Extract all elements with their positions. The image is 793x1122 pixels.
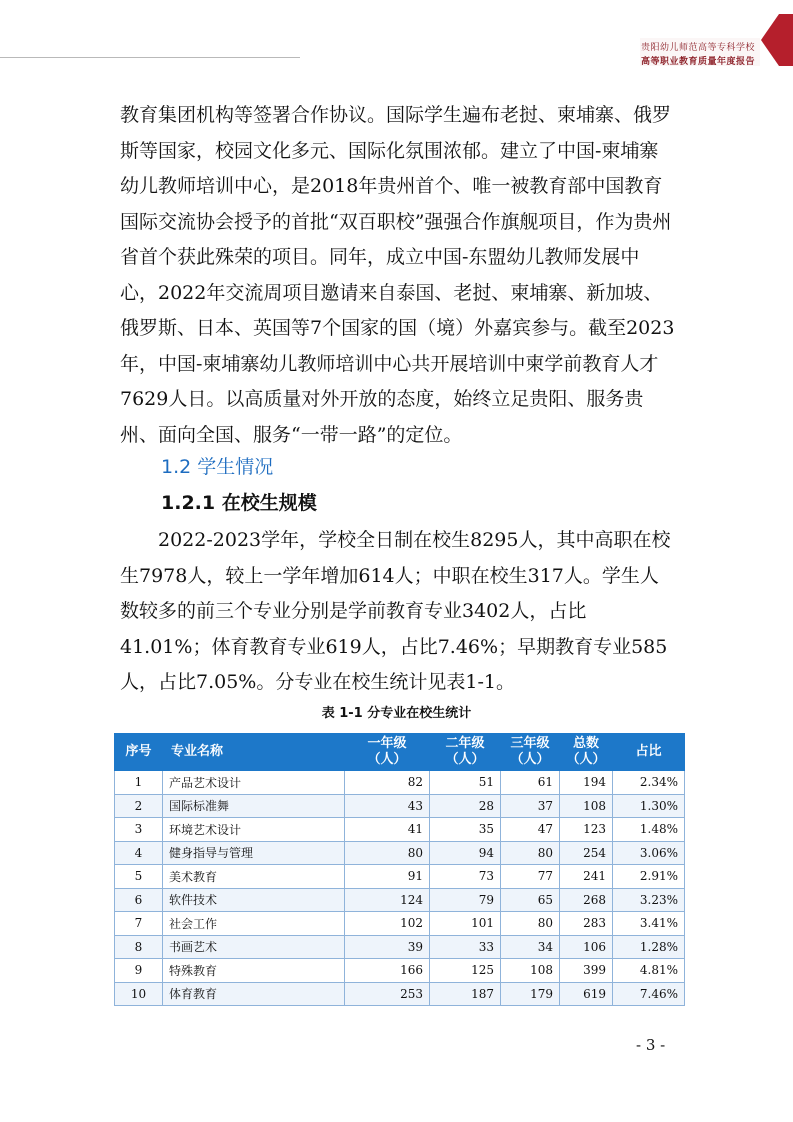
header-year2 [430, 734, 501, 771]
cell-year3: 37 [501, 794, 560, 818]
table-row [115, 818, 685, 842]
cell-name: 健身指导与管理 [163, 841, 345, 865]
cell-name: 产品艺术设计 [163, 771, 345, 795]
subsection-heading: 1.2.1 在校生规模 [161, 492, 317, 514]
header-year2-label: 二年级 [445, 736, 485, 751]
header-school-name: 贵阳幼儿师范高等专科学校 [640, 43, 755, 53]
cell-year1: 80 [345, 841, 430, 865]
table-row [115, 912, 685, 936]
table-row [115, 865, 685, 889]
header-year2-unit: （人） [445, 752, 485, 767]
cell-year3: 77 [501, 865, 560, 889]
cell-total: 106 [560, 935, 613, 959]
cell-year2: 94 [430, 841, 501, 865]
cell-ratio: 3.41% [613, 912, 685, 936]
header-total [560, 734, 613, 771]
header-year1-unit: （人） [367, 752, 407, 767]
cell-year1: 102 [345, 912, 430, 936]
table-row [115, 959, 685, 983]
cell-year1: 124 [345, 888, 430, 912]
cell-total: 254 [560, 841, 613, 865]
header-year1-label: 一年级 [367, 736, 407, 751]
header-report-title: 高等职业教育质量年度报告 [640, 57, 755, 67]
header-name: 专业名称 [163, 734, 345, 771]
cell-name: 环境艺术设计 [163, 818, 345, 842]
cell-no: 1 [115, 771, 163, 795]
table-row [115, 982, 685, 1006]
paragraph-international: 教育集团机构等签署合作协议。国际学生遍布老挝、柬埔寨、俄罗斯等国家，校园文化多元、国际化氛围浓郁。建立了中国-柬埔寨幼儿教师培训中心，是2018年贵州首个、唯一被教育部中国教育国际交流协会授予的首批“双百职校”强强合作旗舰项目，作为贵州省首个获此殊荣的项目。同年，成立中国-东盟幼儿教师发展中心，2022年交流周项目邀请来自泰国、老挝、柬埔寨、新加坡、俄罗斯、日本、英国等7个国家的国（境）外嘉宾参与。截至2023年，中国-柬埔寨幼儿教师培训中心共开展培训中柬学前教育人才7629人日。以高质量对外开放的态度，始终立足贵阳、服务贵州、面向全国、服务“一带一路”的定位。 [120, 104, 675, 446]
header-year1 [345, 734, 430, 771]
cell-no: 5 [115, 865, 163, 889]
header-no: 序号 [115, 734, 163, 771]
cell-total: 268 [560, 888, 613, 912]
cell-year1: 41 [345, 818, 430, 842]
cell-year3: 61 [501, 771, 560, 795]
cell-year1: 166 [345, 959, 430, 983]
table-row [115, 841, 685, 865]
cell-name: 国际标准舞 [163, 794, 345, 818]
cell-year1: 39 [345, 935, 430, 959]
enrollment-table [114, 733, 685, 1006]
section-heading: 1.2 学生情况 [161, 456, 274, 478]
cell-year2: 79 [430, 888, 501, 912]
page-number: - 3 - [636, 1036, 666, 1054]
cell-year1: 253 [345, 982, 430, 1006]
cell-year2: 35 [430, 818, 501, 842]
cell-year2: 33 [430, 935, 501, 959]
cell-name: 书画艺术 [163, 935, 345, 959]
cell-year2: 187 [430, 982, 501, 1006]
paragraph-enrollment: 2022-2023学年，学校全日制在校生8295人，其中高职在校生7978人，较上一学年增加614人；中职在校生317人。学生人数较多的前三个专业分别是学前教育专业3402人，占比41.01%；体育教育专业619人，占比7.46%；早期教育专业585人，占比7.05%。分专业在校生统计见表1-1。 [120, 529, 671, 693]
cell-no: 9 [115, 959, 163, 983]
cell-total: 108 [560, 794, 613, 818]
cell-year3: 65 [501, 888, 560, 912]
cell-name: 体育教育 [163, 982, 345, 1006]
header-year3-unit: （人） [510, 752, 550, 767]
cell-ratio: 7.46% [613, 982, 685, 1006]
cell-name: 软件技术 [163, 888, 345, 912]
cell-year3: 80 [501, 841, 560, 865]
cell-ratio: 3.06% [613, 841, 685, 865]
cell-name: 社会工作 [163, 912, 345, 936]
cell-year1: 91 [345, 865, 430, 889]
header-red-triangle [761, 14, 779, 66]
cell-no: 4 [115, 841, 163, 865]
cell-no: 6 [115, 888, 163, 912]
cell-no: 2 [115, 794, 163, 818]
cell-ratio: 2.91% [613, 865, 685, 889]
cell-year1: 43 [345, 794, 430, 818]
cell-year2: 125 [430, 959, 501, 983]
cell-ratio: 3.23% [613, 888, 685, 912]
cell-year3: 47 [501, 818, 560, 842]
table-row [115, 888, 685, 912]
cell-ratio: 1.28% [613, 935, 685, 959]
header-red-bar [779, 14, 793, 66]
cell-year3: 34 [501, 935, 560, 959]
cell-year2: 101 [430, 912, 501, 936]
table-caption: 表 1-1 分专业在校生统计 [321, 706, 472, 721]
cell-total: 123 [560, 818, 613, 842]
header-year3-label: 三年级 [510, 736, 550, 751]
cell-name: 特殊教育 [163, 959, 345, 983]
header-ratio: 占比 [613, 734, 685, 771]
cell-no: 7 [115, 912, 163, 936]
cell-no: 10 [115, 982, 163, 1006]
cell-year2: 51 [430, 771, 501, 795]
cell-year2: 28 [430, 794, 501, 818]
table-header-row [115, 734, 685, 771]
cell-year3: 179 [501, 982, 560, 1006]
cell-year2: 73 [430, 865, 501, 889]
cell-ratio: 2.34% [613, 771, 685, 795]
cell-year3: 80 [501, 912, 560, 936]
cell-total: 283 [560, 912, 613, 936]
cell-year1: 82 [345, 771, 430, 795]
cell-year3: 108 [501, 959, 560, 983]
header-year3 [501, 734, 560, 771]
cell-ratio: 1.30% [613, 794, 685, 818]
header-rule [0, 57, 300, 58]
header-total-unit: （人） [566, 752, 606, 767]
header-total-label: 总数 [572, 736, 599, 751]
cell-no: 3 [115, 818, 163, 842]
table-row [115, 771, 685, 795]
cell-total: 399 [560, 959, 613, 983]
cell-ratio: 1.48% [613, 818, 685, 842]
cell-total: 194 [560, 771, 613, 795]
table-row [115, 935, 685, 959]
cell-total: 619 [560, 982, 613, 1006]
cell-total: 241 [560, 865, 613, 889]
cell-no: 8 [115, 935, 163, 959]
cell-ratio: 4.81% [613, 959, 685, 983]
table-row [115, 794, 685, 818]
cell-name: 美术教育 [163, 865, 345, 889]
